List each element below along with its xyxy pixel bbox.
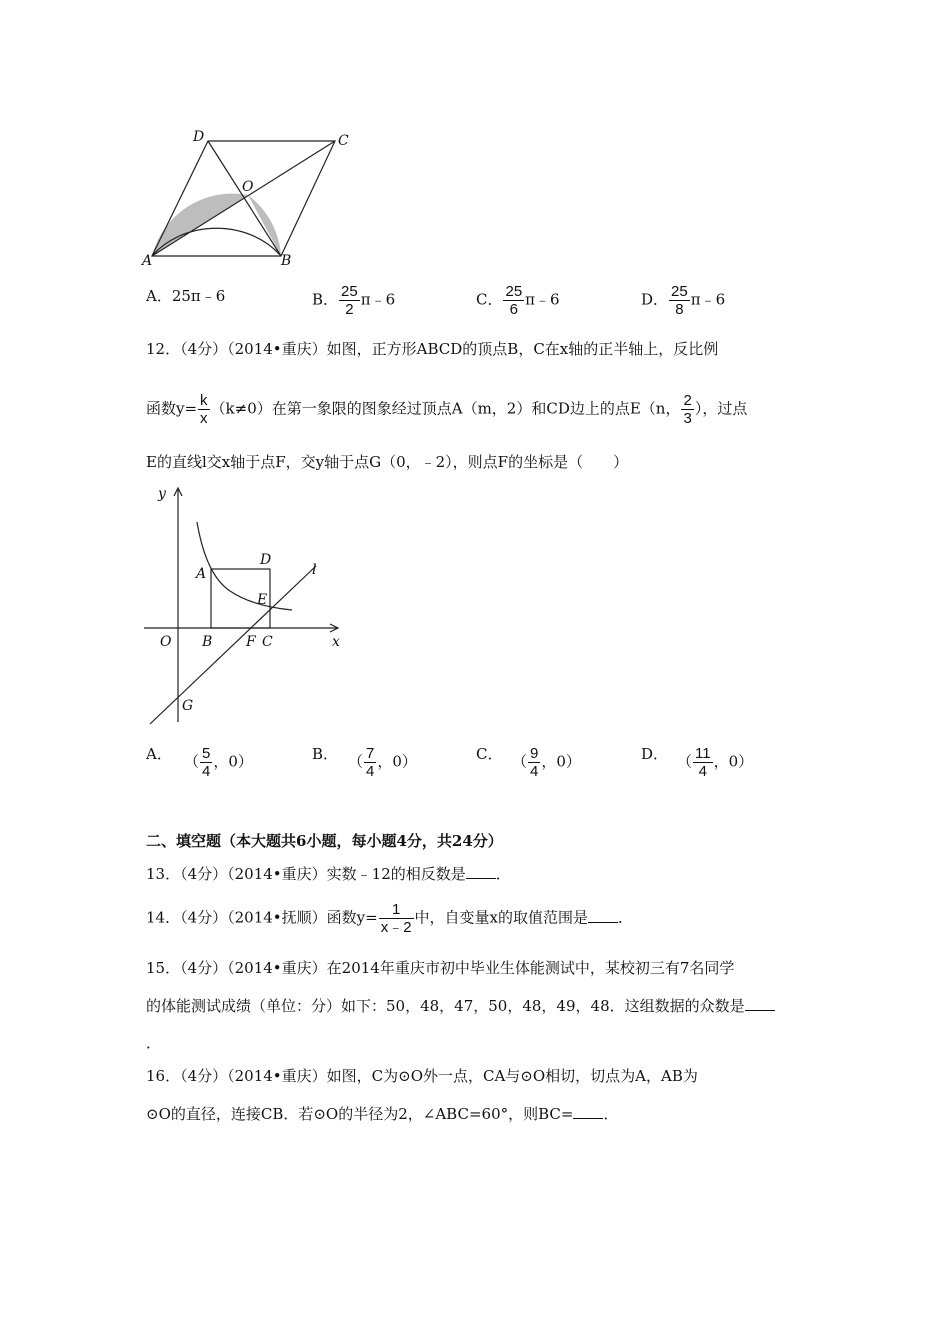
q13-answer-blank: [466, 864, 496, 879]
q12-option-a: [146, 744, 172, 764]
q11-option-b: [312, 284, 395, 317]
q12-label-d: D: [260, 552, 272, 568]
q11-option-c-fraction: $\frac{25}{6}$: [505, 283, 523, 318]
q12-option-c: [476, 744, 502, 764]
q12-label-o: O: [160, 634, 172, 650]
q11-option-b-label: B．: [312, 290, 339, 309]
q12-fraction-k-over-x: $\frac{k}{x}$: [200, 392, 208, 427]
q11-option-a-label: A．: [146, 287, 172, 305]
q12-line2: [146, 393, 747, 426]
q15-answer-blank: [745, 996, 775, 1011]
q12-line2-b: （k≠0）在第一象限的图象经过顶点A（m，2）和CD边上的点E（n，: [210, 399, 681, 418]
q11-shaded-region-right: [248, 195, 281, 256]
q14-text-b: 中，自变量x的取值范围是: [414, 908, 589, 927]
q12-label-g: G: [182, 698, 194, 714]
q13-text: 13．（4分）（2014•重庆）实数﹣12的相反数是: [146, 865, 466, 883]
q15-line2: [146, 996, 775, 1016]
q11-option-b-suffix: π﹣6: [360, 290, 396, 309]
q12-option-c-label: C．: [476, 745, 503, 763]
q12-line1: 12．（4分）（2014•重庆）如图，正方形ABCD的顶点B，C在x轴的正半轴上，反比例: [146, 340, 719, 358]
q13-end: ．: [495, 865, 511, 883]
q12-option-a-value: （ $\frac{5}{4}$ ，0）: [184, 745, 253, 780]
q11-option-d: [641, 284, 725, 317]
q12-option-b-value: （ $\frac{7}{4}$ ，0）: [348, 745, 417, 780]
q12-label-x: x: [332, 634, 340, 650]
q11-option-d-label: D．: [641, 290, 669, 309]
q12-label-l: l: [312, 562, 317, 578]
q11-option-c-suffix: π﹣6: [525, 290, 560, 309]
q11-option-a: [146, 286, 225, 306]
q16-end: ．: [603, 1105, 619, 1123]
q12-figure: [140, 480, 350, 728]
q11-label-b: B: [281, 253, 292, 269]
q14-fraction: $\frac{1}{x﹣2}$: [380, 901, 412, 936]
q12-option-b: [312, 744, 338, 764]
q16-line1: 16．（4分）（2014•重庆）如图，C为⊙O外一点，CA与⊙O相切，切点为A，AB为: [146, 1067, 698, 1085]
q12-label-b: B: [202, 634, 213, 650]
q16-answer-blank: [573, 1104, 603, 1119]
q16-line2-text: ⊙O的直径，连接CB．若⊙O的半径为2，∠ABC=60°，则BC=: [146, 1105, 574, 1123]
q12-option-d-value: （ $\frac{11}{4}$ ，0）: [677, 745, 754, 780]
q12-label-f: F: [246, 634, 256, 650]
q12-fraction-two-thirds: $\frac{2}{3}$: [683, 392, 692, 427]
q11-label-c: C: [338, 133, 349, 149]
q12-option-b-label: B．: [312, 745, 339, 763]
q11-option-b-fraction: $\frac{25}{2}$: [341, 283, 358, 318]
q14-answer-blank: [588, 908, 618, 923]
q12-line-l: [150, 566, 316, 724]
q11-label-a: A: [142, 253, 153, 269]
q12-label-e: E: [257, 592, 268, 608]
q12-label-c: C: [262, 634, 273, 650]
q11-option-c: [476, 284, 560, 317]
q12-line2-a: 函数y=: [146, 399, 198, 418]
q11-option-d-suffix: π﹣6: [690, 290, 726, 309]
q15-line3: ．: [146, 1034, 162, 1052]
q13: [146, 864, 511, 884]
q15-line2-text: 的体能测试成绩（单位：分）如下：50，48，47，50，48，49，48．这组数据的众数是: [146, 997, 745, 1015]
q12-option-c-value: （ $\frac{9}{4}$ ，0）: [512, 745, 581, 780]
q12-option-a-label: A．: [146, 745, 172, 763]
q12-line3: E的直线l交x轴于点F，交y轴于点G（0，﹣2），则点F的坐标是（ ）: [146, 453, 629, 471]
q11-option-c-label: C．: [476, 290, 503, 309]
q14: [146, 902, 633, 935]
q11-label-o: O: [242, 179, 254, 195]
q11-figure: [138, 125, 363, 270]
section-2-heading: 二、填空题（本大题共6小题，每小题4分，共24分）: [146, 832, 503, 850]
q12-option-d: [641, 744, 668, 764]
q11-option-a-text: 25π﹣6: [171, 287, 226, 305]
q12-label-y: y: [158, 486, 166, 502]
q11-label-d: D: [193, 129, 205, 145]
q12-line2-c: ），过点: [694, 399, 748, 418]
q14-text-a: 14．（4分）（2014•抚顺）函数y=: [146, 908, 378, 927]
q14-end: ．: [618, 908, 634, 927]
q16-line2: [146, 1104, 618, 1124]
q11-option-d-fraction: $\frac{25}{8}$: [671, 283, 688, 318]
q15-line1: 15．（4分）（2014•重庆）在2014年重庆市初中毕业生体能测试中，某校初三有7名同学: [146, 959, 735, 977]
q12-label-a: A: [196, 566, 207, 582]
q12-option-d-label: D．: [641, 745, 669, 763]
